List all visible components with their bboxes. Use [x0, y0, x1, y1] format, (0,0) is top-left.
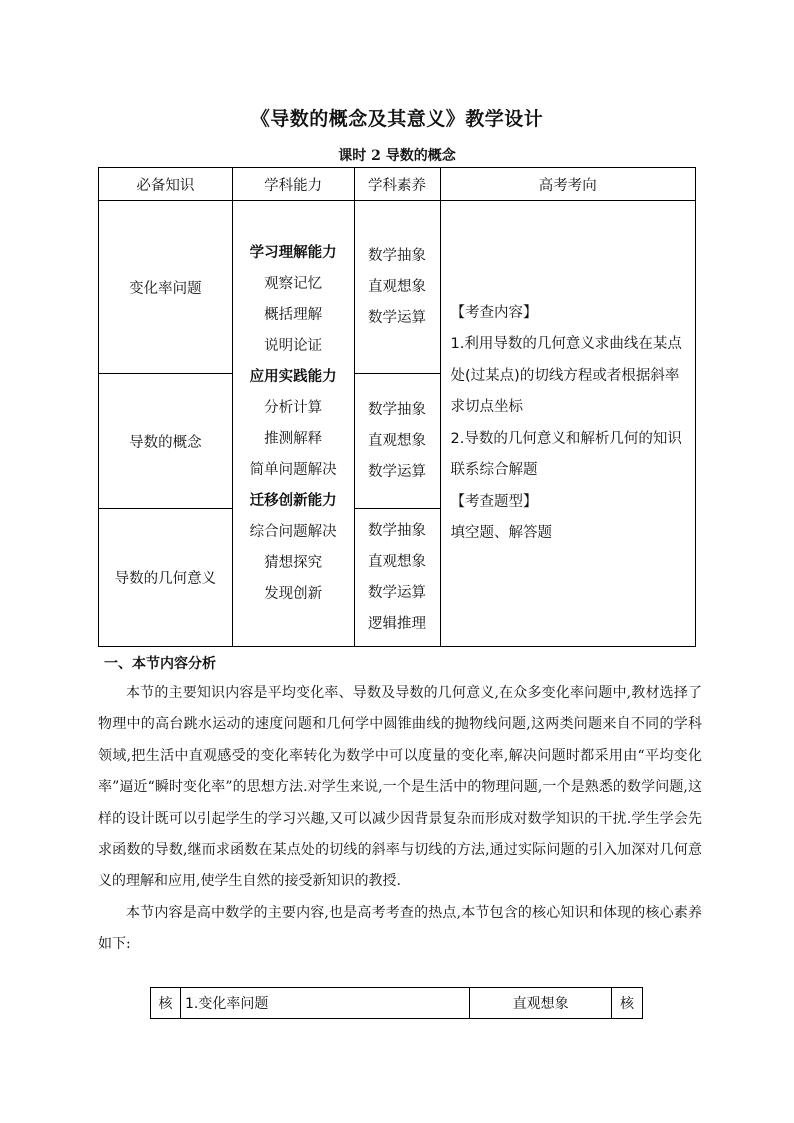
- ability-item: 说明论证: [264, 337, 323, 354]
- literacy-item: 数学运算: [368, 463, 427, 480]
- core-cell: 1.变化率问题: [180, 988, 469, 1019]
- core-intro-paragraph: 本节内容是高中数学的主要内容,也是高考考查的热点,本节包含的核心知识和体现的核心素养如下:: [98, 905, 702, 953]
- exam-cell: [440, 201, 695, 647]
- ability-item: 应用实践能力: [249, 368, 337, 385]
- ability-cell: [232, 201, 354, 647]
- literacy-cell: [354, 374, 440, 509]
- literacy-item: 直观想象: [368, 553, 427, 570]
- core-cell: 核: [151, 988, 181, 1019]
- table-header-row: [99, 168, 696, 201]
- literacy-item: 直观想象: [368, 432, 427, 449]
- literacy-cell: [354, 201, 440, 374]
- ability-item: 简单问题解决: [249, 461, 337, 478]
- table-row: [99, 201, 696, 374]
- knowledge-cell: 导数的概念: [99, 374, 233, 509]
- literacy-item: 数学抽象: [368, 522, 427, 539]
- exam-line: 填空题、解答题: [450, 525, 553, 541]
- header-exam: 高考考向: [440, 168, 695, 201]
- exam-line: 【考查题型】: [450, 493, 538, 510]
- literacy-item: 数学运算: [368, 309, 427, 326]
- ability-item: 迁移创新能力: [249, 492, 337, 509]
- ability-item: 学习理解能力: [249, 244, 337, 261]
- exam-line: 2.导数的几何意义和解析几何的知识联系综合解题: [450, 430, 682, 478]
- section-heading: 一、本节内容分析: [104, 656, 216, 672]
- ability-item: 综合问题解决: [249, 523, 337, 540]
- ability-item: 推测解释: [264, 430, 323, 447]
- header-literacy: 学科素养: [354, 168, 440, 201]
- knowledge-cell: 变化率问题: [99, 201, 233, 374]
- core-cell: 核: [612, 988, 643, 1019]
- ability-item: 观察记忆: [264, 275, 323, 292]
- lesson-subtitle: 课时 2 导数的概念: [338, 148, 456, 164]
- literacy-cell: [354, 509, 440, 647]
- core-table: [150, 987, 643, 1019]
- literacy-item: 逻辑推理: [368, 615, 427, 632]
- literacy-item: 数学抽象: [368, 247, 427, 264]
- ability-item: 分析计算: [264, 399, 323, 416]
- literacy-item: 数学运算: [368, 584, 427, 601]
- ability-item: 猜想探究: [264, 554, 323, 571]
- header-knowledge: 必备知识: [99, 168, 233, 201]
- literacy-item: 直观想象: [368, 278, 427, 295]
- knowledge-cell: 导数的几何意义: [99, 509, 233, 647]
- overview-table: [98, 167, 696, 647]
- exam-line: 【考查内容】: [450, 304, 538, 321]
- ability-item: 概括理解: [264, 306, 323, 323]
- core-cell: 直观想象: [470, 988, 612, 1019]
- literacy-item: 数学抽象: [368, 401, 427, 418]
- document-title: 《导数的概念及其意义》教学设计: [250, 108, 544, 130]
- header-ability: 学科能力: [232, 168, 354, 201]
- exam-line: 1.利用导数的几何意义求曲线在某点处(过某点)的切线方程或者根据斜率求切点坐标: [450, 336, 682, 415]
- analysis-paragraph: 本节的主要知识内容是平均变化率、导数及导数的几何意义,在众多变化率问题中,教材选择了物理中的高台跳水运动的速度问题和几何学中圆锥曲线的抛物线问题,这两类问题来自不同的学科领域,把生活中直观感受的变化率转化为数学中可以度量的变化率,解决问题时都采用由“平均变化率”逼近“瞬时变化率”的思想方法.对学生来说,一个是生活中的物理问题,一个是熟悉的数学问题,这样的设计既可以引起学生的学习兴趣,又可以减少因背景复杂而形成对数学知识的干扰.学生学会先求函数的导数,继而求函数在某点处的切线的斜率与切线的方法,通过实际问题的引入加深对几何意义的理解和应用,使学生自然的接受新知识的教授.: [98, 685, 702, 890]
- ability-item: 发现创新: [264, 585, 323, 602]
- table-row: [151, 988, 643, 1019]
